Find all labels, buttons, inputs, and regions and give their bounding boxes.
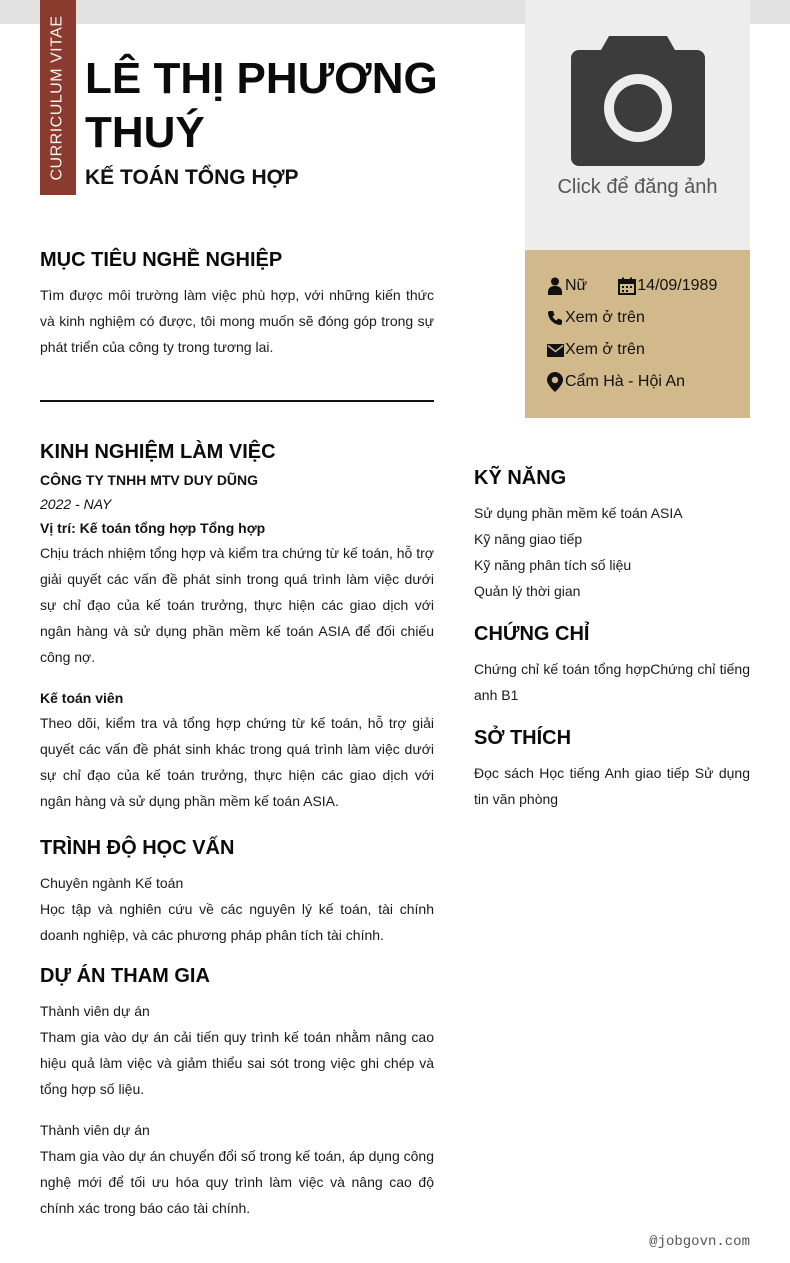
email: Xem ở trên [565, 341, 645, 358]
skills-section [474, 462, 750, 604]
work-role-2: Kế toán viên [40, 690, 124, 706]
objective-section [40, 244, 434, 402]
certificates-section [474, 618, 750, 708]
job-title: KẾ TOÁN TỔNG HỢP [85, 166, 299, 189]
camera-icon [571, 36, 705, 166]
education-major: Chuyên ngành Kế toán [40, 875, 184, 891]
watermark: @jobgovn.com [649, 1234, 750, 1250]
work-period: 2022 - NAY [40, 496, 112, 512]
skills-title: KỸ NĂNG [474, 467, 567, 489]
skill-item: Quản lý thời gian [474, 583, 581, 599]
person-icon [545, 276, 565, 296]
section-divider [40, 400, 434, 402]
hobbies-text: Đọc sách Học tiếng Anh giao tiếp Sử dụng tin văn phòng [474, 765, 750, 807]
project-description: Tham gia vào dự án cải tiến quy trình kế toán nhằm nâng cao hiệu quả làm việc và giảm thiểu sai sót trong việc ghi chép và tổng hợp số liệu. [40, 1029, 434, 1097]
envelope-icon [545, 340, 565, 360]
hobbies-title: SỞ THÍCH [474, 727, 572, 749]
hobbies-section [474, 722, 750, 812]
skill-item: Kỹ năng giao tiếp [474, 531, 583, 547]
experience-title: KINH NGHIỆM LÀM VIỆC [40, 441, 276, 463]
info-row-address [545, 366, 750, 398]
education-section [40, 832, 434, 948]
phone: Xem ở trên [565, 309, 645, 326]
left-column [40, 244, 434, 1221]
candidate-name: LÊ THỊ PHƯƠNG THUÝ [85, 54, 438, 157]
info-row-phone [545, 302, 750, 334]
skills-list [474, 500, 750, 604]
photo-upload[interactable] [525, 0, 750, 250]
objective-text: Tìm được môi trường làm việc phù hợp, với những kiến thức và kinh nghiệm có được, tôi mong muốn sẽ đóng góp trong sự phát triển của công ty trong tương lai. [40, 287, 434, 355]
company-name: CÔNG TY TNHH MTV DUY DŨNG [40, 472, 259, 488]
work-position: Vị trí: Kế toán tổng hợp Tổng hợp [40, 520, 266, 536]
work-description-1: Chịu trách nhiệm tổng hợp và kiểm tra chứng từ kế toán, hỗ trợ giải quyết các vấn đề phát sinh trong quá trình làm việc dưới sự chỉ đạo của kế toán trưởng, thực hiện các giao dịch với ngân hàng và sử dụng phần mềm kế toán ASIA để đối chiếu công nợ. [40, 545, 434, 665]
calendar-icon [617, 276, 637, 296]
projects-section [40, 960, 434, 1221]
map-pin-icon [545, 372, 565, 392]
birthdate: 14/09/1989 [637, 277, 718, 294]
phone-icon [545, 308, 565, 328]
objective-title: MỤC TIÊU NGHỀ NGHIỆP [40, 249, 283, 271]
certificates-title: CHỨNG CHỈ [474, 623, 590, 645]
cv-tab-label: CURRICULUM VITAE [49, 14, 67, 181]
project-role: Thành viên dự án [40, 1003, 150, 1019]
project-description: Tham gia vào dự án chuyển đổi số trong kế toán, áp dụng công nghệ mới để tối ưu hóa quy trình làm việc và nâng cao độ chính xác trong báo cáo tài chính. [40, 1148, 434, 1216]
projects-title: DỰ ÁN THAM GIA [40, 965, 210, 987]
info-row-gender-birth [545, 270, 750, 302]
photo-caption: Click để đăng ảnh [557, 176, 718, 198]
address: Cẩm Hà - Hội An [565, 373, 686, 390]
skill-item: Sử dụng phần mềm kế toán ASIA [474, 505, 683, 521]
info-row-email [545, 334, 750, 366]
education-description: Học tập và nghiên cứu về các nguyên lý kế toán, tài chính doanh nghiệp, và các phương pháp phân tích tài chính. [40, 901, 434, 943]
skill-item: Kỹ năng phân tích số liệu [474, 557, 632, 573]
gender: Nữ [565, 277, 588, 294]
project-role: Thành viên dự án [40, 1122, 150, 1138]
contact-info [525, 250, 750, 418]
work-description-2: Theo dõi, kiểm tra và tổng hợp chứng từ kế toán, hỗ trợ giải quyết các vấn đề phát sinh khác trong quá trình làm việc dưới sự chỉ đạo của kế toán trưởng, thực hiện các giao dịch với ngân hàng và sử dụng phần mềm kế toán ASIA. [40, 715, 434, 809]
experience-section [40, 436, 434, 814]
cv-tab [40, 0, 76, 195]
education-title: TRÌNH ĐỘ HỌC VẤN [40, 837, 235, 859]
certificates-text: Chứng chỉ kế toán tổng hợpChứng chỉ tiếng anh B1 [474, 661, 750, 703]
right-column [474, 462, 750, 812]
